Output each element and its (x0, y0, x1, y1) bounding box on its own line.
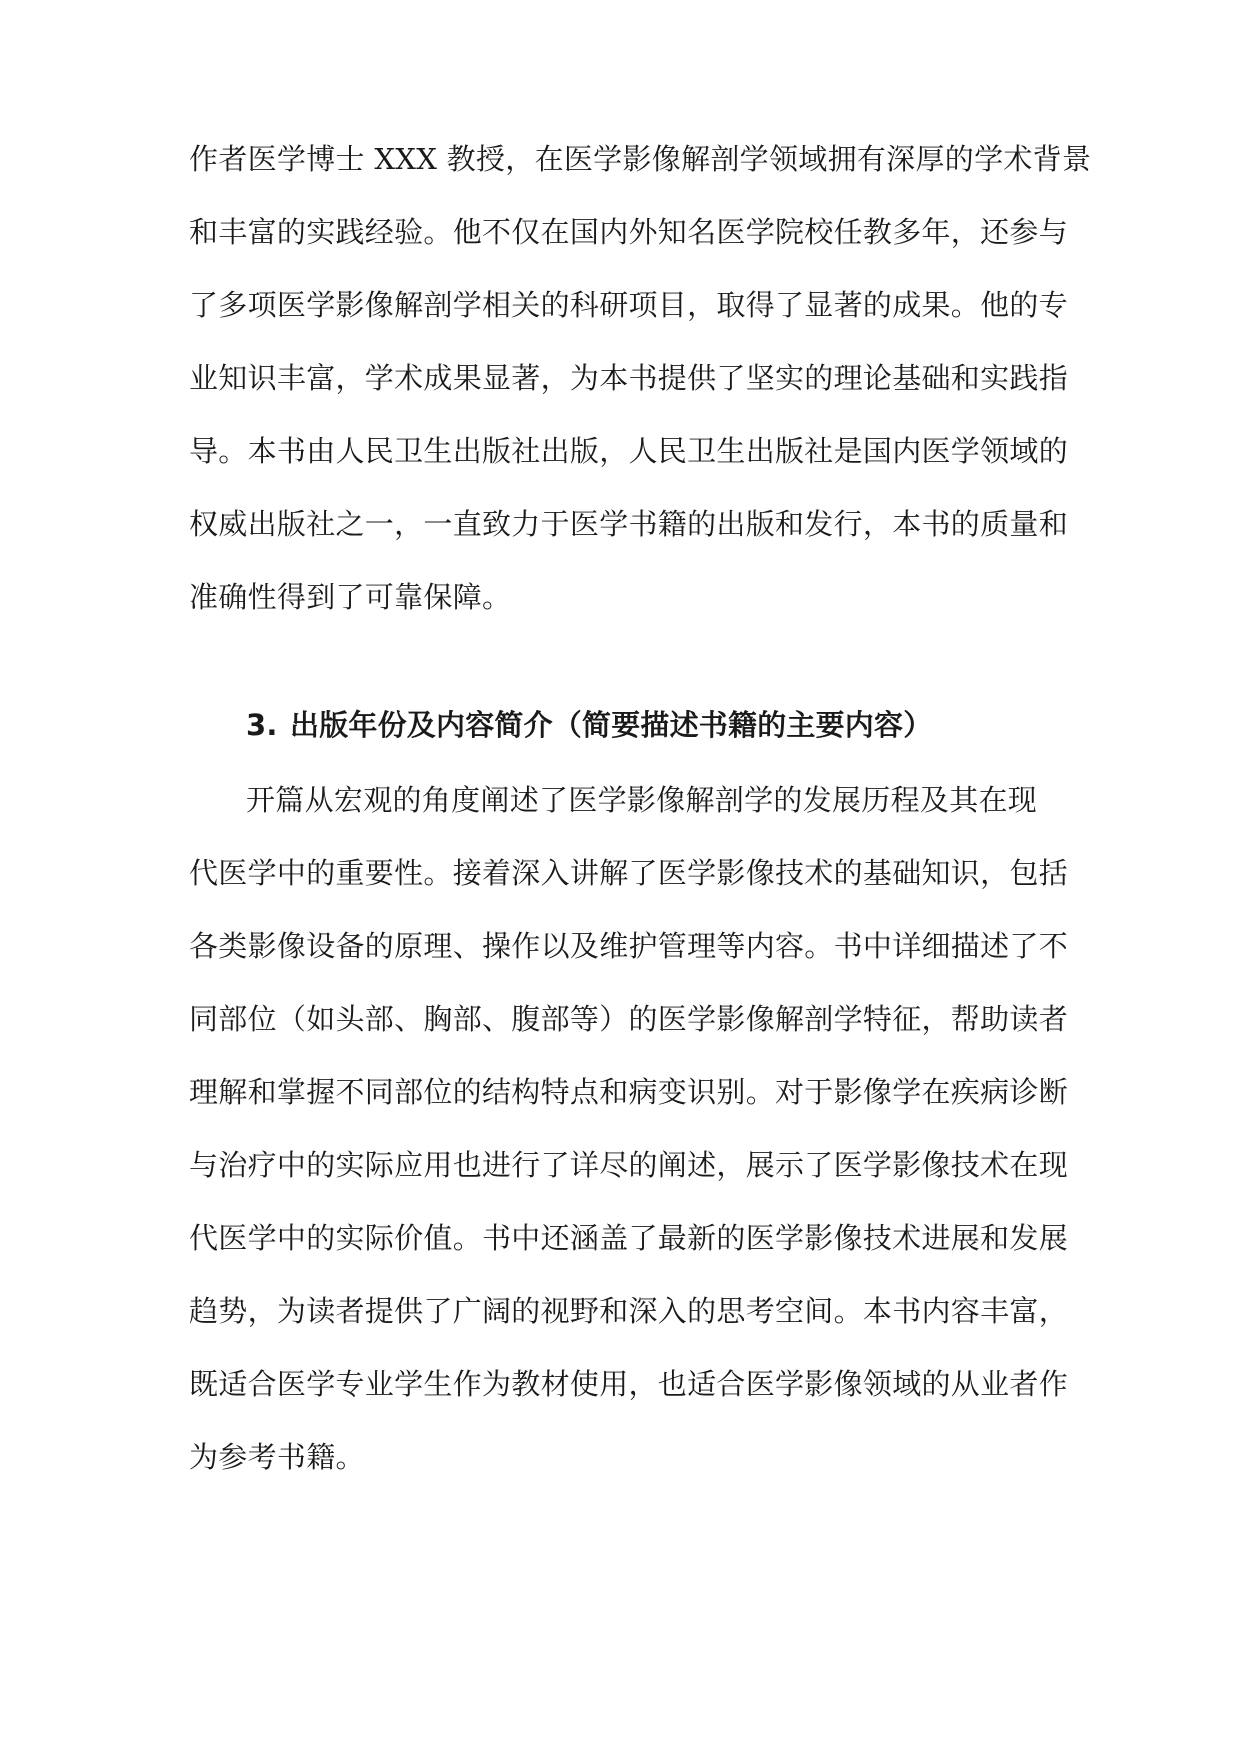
paragraph-line: 同部位（如头部、胸部、腹部等）的医学影像解剖学特征，帮助读者 (189, 1002, 1069, 1036)
paragraph-line: 代医学中的重要性。接着深入讲解了医学影像技术的基础知识，包括 (189, 856, 1069, 890)
paragraph-line: 既适合医学专业学生作为教材使用，也适合医学影像领域的从业者作 (189, 1367, 1069, 1401)
paragraph-line: 准确性得到了可靠保障。 (189, 580, 512, 614)
paragraph-line: 业知识丰富，学术成果显著，为本书提供了坚实的理论基础和实践指 (189, 361, 1069, 395)
paragraph-line: 各类影像设备的原理、操作以及维护管理等内容。书中详细描述了不 (189, 929, 1069, 963)
section-heading (246, 705, 1066, 745)
paragraph-line: 与治疗中的实际应用也进行了详尽的阐述，展示了医学影像技术在现 (189, 1148, 1069, 1182)
paragraph-line: 作者医学博士 XXX 教授，在医学影像解剖学领域拥有深厚的学术背景 (189, 142, 1092, 176)
paragraph-line: 和丰富的实践经验。他不仅在国内外知名医学院校任教多年，还参与 (189, 215, 1069, 249)
section-number: 3. (246, 708, 278, 742)
paragraph-line: 了多项医学影像解剖学相关的科研项目，取得了显著的成果。他的专 (189, 288, 1069, 322)
paragraph-line: 权威出版社之一，一直致力于医学书籍的出版和发行，本书的质量和 (189, 507, 1069, 541)
paragraph-line: 开篇从宏观的角度阐述了医学影像解剖学的发展历程及其在现 (246, 783, 1038, 817)
paragraph-line: 为参考书籍。 (189, 1440, 365, 1474)
paragraph-line: 导。本书由人民卫生出版社出版，人民卫生出版社是国内医学领域的 (189, 434, 1069, 468)
section-title: 出版年份及内容简介（简要描述书籍的主要内容） (290, 708, 933, 742)
paragraph-line: 趋势，为读者提供了广阔的视野和深入的思考空间。本书内容丰富， (189, 1294, 1069, 1328)
paragraph-line: 代医学中的实际价值。书中还涵盖了最新的医学影像技术进展和发展 (189, 1221, 1069, 1255)
paragraph-line: 理解和掌握不同部位的结构特点和病变识别。对于影像学在疾病诊断 (189, 1075, 1069, 1109)
